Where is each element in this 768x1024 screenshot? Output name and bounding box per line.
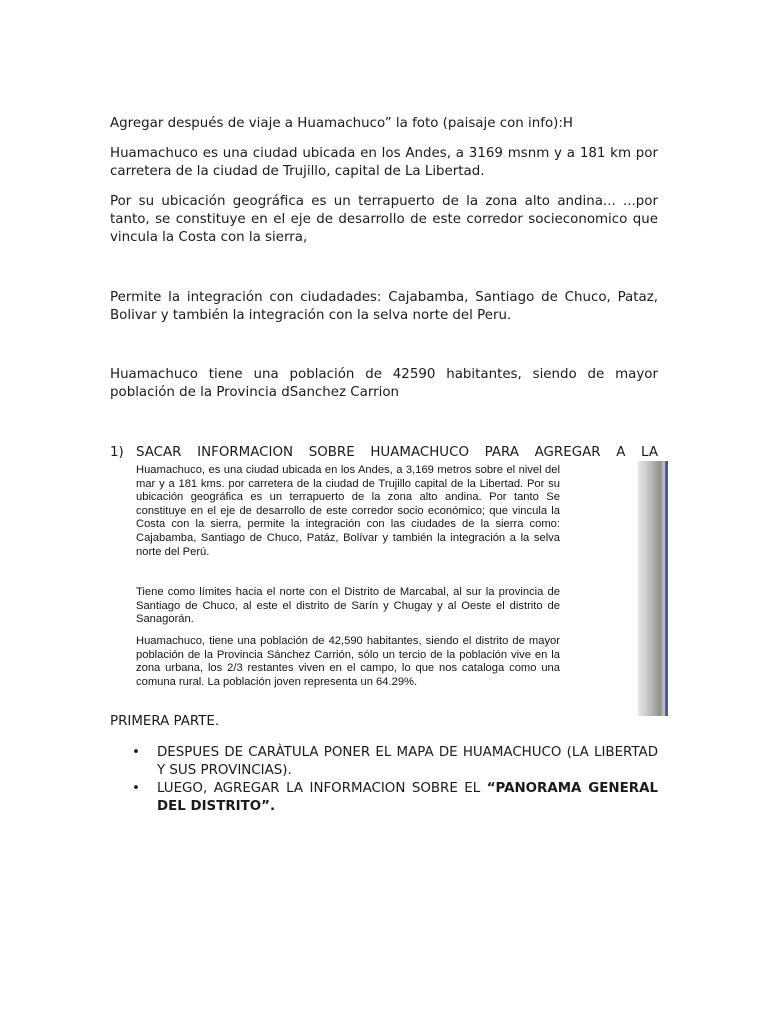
bullet-item-panorama-bold: “PANORAMA GENERAL DEL DISTRITO”. (157, 781, 658, 814)
scanned-paragraph-1: Huamachuco, es una ciudad ubicada en los Andes, a 3,169 metros sobre el nivel del mar y a 181 kms. por carretera de la ciudad de Trujillo capital de la Libertad. Por su ubicación geográfica es un terrapuerto de la zona alto andina. Por tanto Se constituye en el eje de desarrollo de este corredor socio económico; que vincula la Costa con la sierra, permite la integración con las ciudades de la sierra como: Cajabamba, Santiago de Chuco, Patáz, Bolívar y también la integración a la selva norte del Perú. (136, 464, 560, 558)
numbered-item-text: SACAR INFORMACION SOBRE HUAMACHUCO PARA AGREGAR A LA (136, 445, 658, 460)
paragraph-poblacion: Huamachuco tiene una población de 42590 habitantes, siendo de mayor población de la Provincia dSanchez Carrion (110, 367, 658, 400)
scanned-text-image (133, 461, 669, 716)
bullet-item-mapa (110, 744, 658, 780)
bullet-glyph: • (132, 781, 140, 796)
scanned-image-edge-bar (638, 461, 668, 716)
bullet-list (110, 744, 658, 816)
paragraph-agregar-foto: Agregar después de viaje a Huamachuco” la foto (paisaje con info):H (110, 116, 573, 131)
scanned-paragraph-2: Tiene como límites hacia el norte con el Distrito de Marcabal, al sur la provincia de Santiago de Chuco, al este el distrito de Sarín y Chugay y al Oeste el distrito de Sanagorán. (136, 586, 560, 626)
scanned-text-block (136, 464, 560, 689)
bullet-item-panorama-text: LUEGO, AGREGAR LA INFORMACION SOBRE EL (157, 781, 487, 796)
scanned-paragraph-3: Huamachuco, tiene una población de 42,590 habitantes, siendo el distrito de mayor población de la Provincia Sánchez Carrión, sólo un tercio de la población vive en la zona urbana, los 2/3 restantes viven en el campo, lo que nos cataloga como una comuna rural. La población joven representa un 64.29%. (136, 634, 560, 688)
paragraph-ubicacion: Huamachuco es una ciudad ubicada en los Andes, a 3169 msnm y a 181 km por carretera de la ciudad de Trujillo, capital de La Libertad. (110, 146, 658, 179)
numbered-item-1 (110, 444, 658, 462)
numbered-item-label: 1) (110, 445, 124, 460)
section-heading-primera-parte: PRIMERA PARTE. (110, 714, 220, 729)
bullet-item-mapa-text: DESPUES DE CARÀTULA PONER EL MAPA DE HUAMACHUCO (LA LIBERTAD Y SUS PROVINCIAS). (157, 745, 658, 778)
paragraph-terrapuerto: Por su ubicación geográfica es un terrapuerto de la zona alto andina... ...por tanto, se constituye en el eje de desarrollo de este corredor socieconomico que vincula la Costa con la sierra, (110, 194, 658, 245)
bullet-item-panorama (110, 780, 658, 816)
paragraph-integracion: Permite la integración con ciudadades: Cajabamba, Santiago de Chuco, Pataz, Bolivar y también la integración con la selva norte del Peru. (110, 290, 658, 323)
bullet-glyph: • (132, 745, 140, 760)
